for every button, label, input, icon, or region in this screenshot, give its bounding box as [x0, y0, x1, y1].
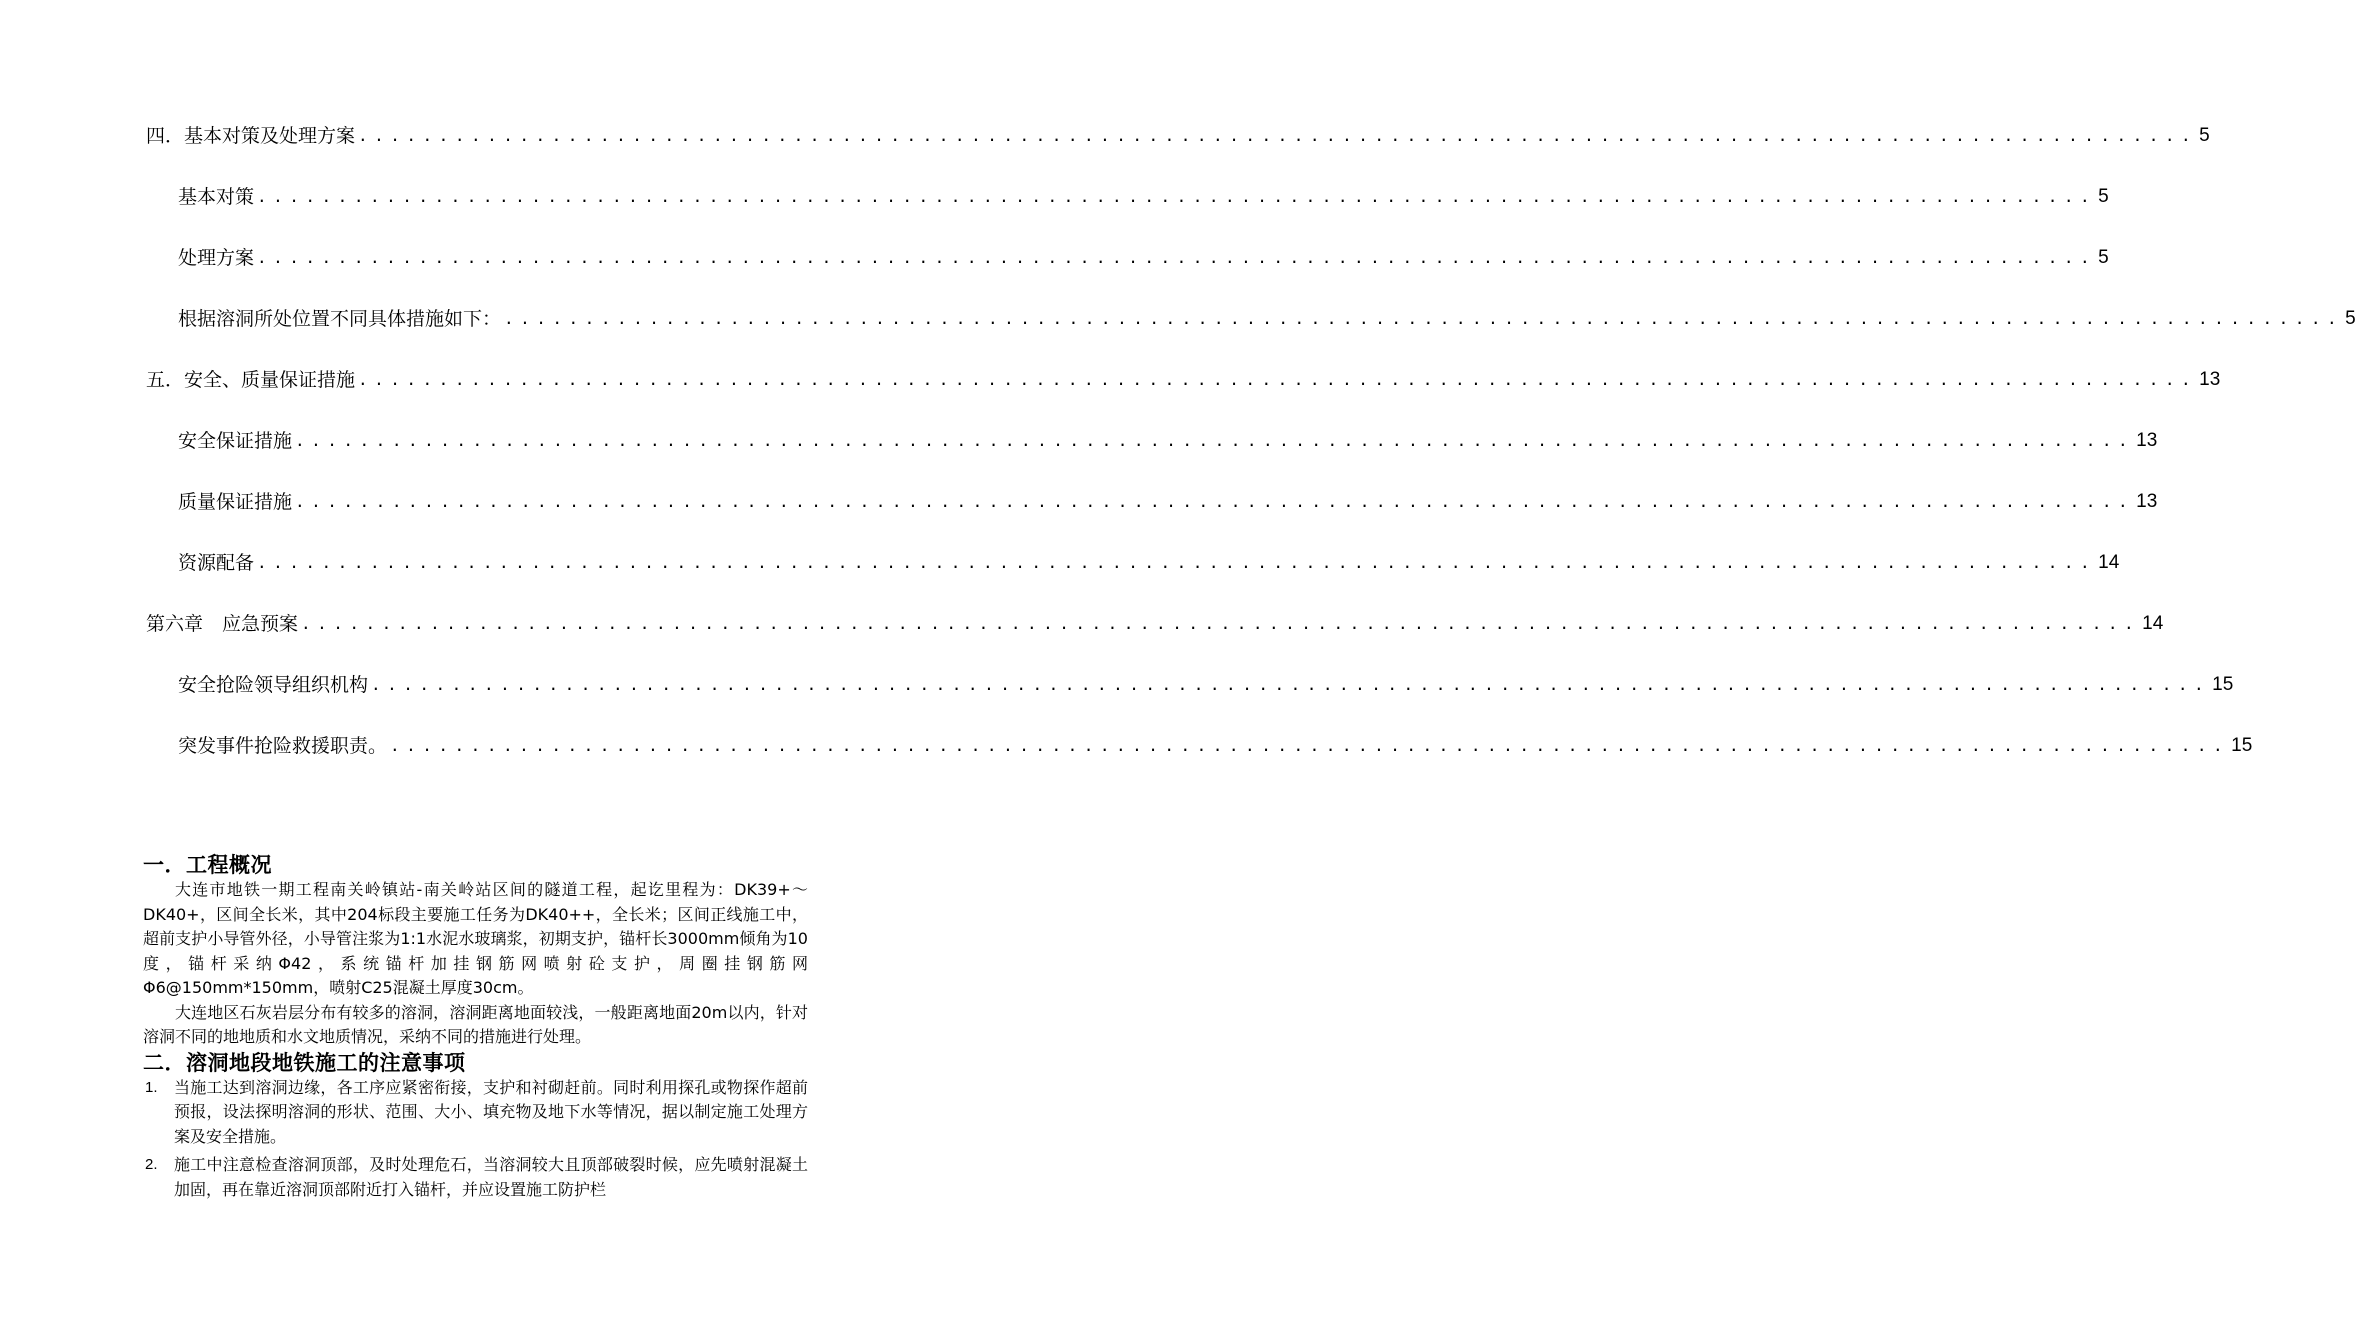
toc-entry[interactable]: [178, 486, 2158, 514]
paragraph-project-description: 大连市地铁一期工程南关岭镇站-南关岭站区间的隧道工程，起讫里程为：DK39+～DK40+，区间全长米，其中204标段主要施工任务为DK40++，全长米；区间正线施工中，超前支护小导管外径，小导管注浆为1:1水泥水玻璃浆，初期支护，锚杆长3000mm倾角为10度，锚杆采纳Φ42，系统锚杆加挂钢筋网喷射砼支护，周圈挂钢筋网Φ6@150mm*150mm，喷射C25混凝土厚度30cm。: [143, 880, 808, 997]
toc-dot-leader: ..................................................................................................................: [257, 248, 2097, 267]
toc-entry[interactable]: [146, 608, 2164, 636]
toc-dot-leader: ..................................................................................................................: [257, 187, 2097, 206]
list-item-text: 施工中注意检查溶洞顶部，及时处理危石，当溶洞较大且顶部破裂时候，应先喷射混凝土加固，再在靠近溶洞顶部附近打入锚杆，并应设置施工防护栏: [174, 1155, 808, 1199]
toc-dot-leader: ..................................................................................................................: [301, 614, 2141, 633]
toc-entry-page: 14: [2142, 613, 2164, 634]
toc-entry-page: 5: [2098, 186, 2109, 207]
toc-entry-page: 14: [2098, 552, 2120, 573]
toc-dot-leader: ..................................................................................................................: [295, 492, 2135, 511]
toc-entry-title: 处理方案: [178, 247, 255, 269]
toc-entry-page: 15: [2231, 735, 2253, 756]
toc-entry-page: 15: [2212, 674, 2234, 695]
list-item: [143, 1076, 808, 1150]
toc-dot-leader: ..................................................................................................................: [257, 553, 2097, 572]
document-body: [143, 852, 808, 1206]
toc-entry-title: 基本对策: [178, 186, 255, 208]
list-item-number: 1.: [145, 1078, 158, 1096]
toc-entry-page: 13: [2199, 369, 2221, 390]
toc-entry[interactable]: [178, 730, 2253, 758]
toc-entry[interactable]: [178, 669, 2234, 697]
toc-dot-leader: ..................................................................................................................: [504, 309, 2344, 328]
toc-entry[interactable]: [178, 547, 2120, 575]
toc-entry-page: 5: [2098, 247, 2109, 268]
paragraph-karst-caves: 大连地区石灰岩层分布有较多的溶洞，溶洞距离地面较浅，一般距离地面20m以内，针对溶洞不同的地地质和水文地质情况，采纳不同的措施进行处理。: [143, 1002, 808, 1046]
toc-entry-page: 5: [2199, 125, 2210, 146]
toc-entry[interactable]: [178, 242, 2109, 270]
list-item-text: 当施工达到溶洞边缘，各工序应紧密衔接，支护和衬砌赶前。同时利用探孔或物探作超前预报，设法探明溶洞的形状、范围、大小、填充物及地下水等情况，据以制定施工处理方案及安全措施。: [174, 1077, 808, 1146]
toc-entry-title: 突发事件抢险救援职责。: [178, 735, 388, 757]
toc-dot-leader: ..................................................................................................................: [295, 431, 2135, 450]
precautions-list: [143, 1076, 808, 1203]
toc-entry-title: 第六章 应急预案: [146, 613, 299, 635]
toc-dot-leader: ..................................................................................................................: [371, 675, 2211, 694]
toc-dot-leader: ..................................................................................................................: [390, 736, 2230, 755]
section-heading-project-overview: 一．工程概况: [143, 853, 272, 877]
toc-entry-title: 四．基本对策及处理方案: [146, 125, 356, 147]
toc-entry-title: 安全保证措施: [178, 430, 293, 452]
toc-entry[interactable]: [146, 364, 2221, 392]
toc-entry[interactable]: [178, 303, 2356, 331]
toc-entry-title: 根据溶洞所处位置不同具体措施如下：: [178, 308, 502, 330]
toc-entry[interactable]: [178, 425, 2158, 453]
toc-entry-title: 质量保证措施: [178, 491, 293, 513]
toc-dot-leader: ..................................................................................................................: [358, 126, 2198, 145]
section-heading-precautions: 二．溶洞地段地铁施工的注意事项: [143, 1050, 466, 1075]
toc-entry-page: 5: [2345, 308, 2356, 329]
toc-entry[interactable]: [178, 181, 2109, 209]
toc-entry[interactable]: [146, 120, 2210, 148]
toc-dot-leader: ..................................................................................................................: [358, 370, 2198, 389]
toc-entry-title: 安全抢险领导组织机构: [178, 674, 369, 696]
list-item-number: 2.: [145, 1156, 158, 1173]
list-item: [143, 1153, 808, 1202]
toc-entry-page: 13: [2136, 430, 2158, 451]
toc-entry-title: 五．安全、质量保证措施: [146, 369, 356, 391]
toc-entry-title: 资源配备: [178, 552, 255, 574]
toc-entry-page: 13: [2136, 491, 2158, 512]
